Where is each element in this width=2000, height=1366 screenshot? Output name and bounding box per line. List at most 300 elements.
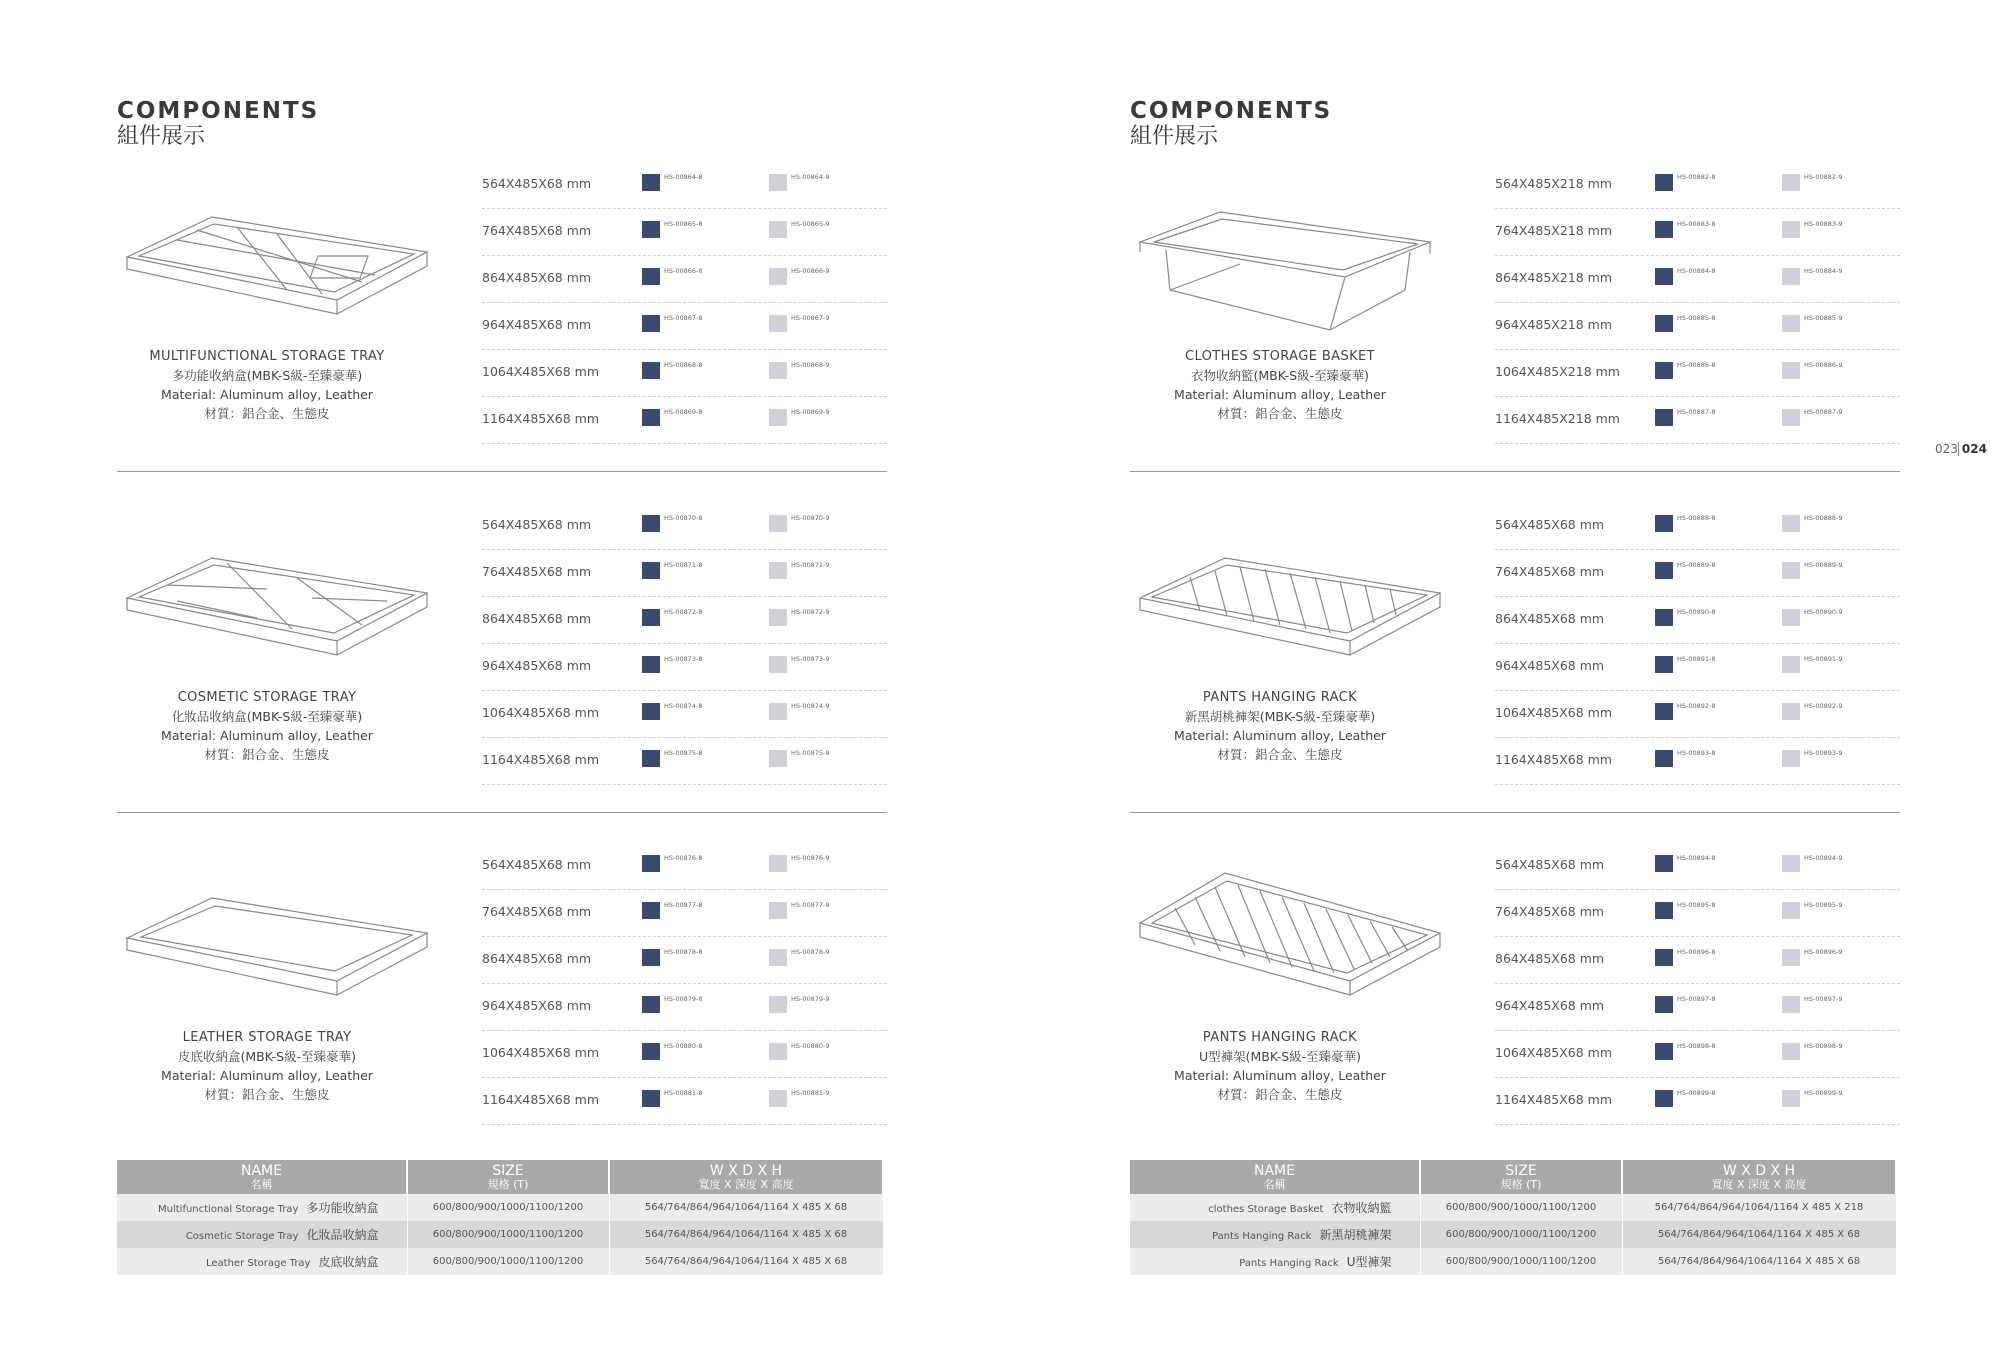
size-list	[1495, 843, 1900, 1125]
product-name-en: PANTS HANGING RACK	[1202, 690, 1358, 705]
size-row	[1495, 256, 1900, 303]
header-en: NAME	[1254, 1163, 1295, 1179]
size-text: 964X485X68 mm	[482, 658, 592, 673]
row-name-en: Multifunctional Storage Tray	[158, 1204, 299, 1215]
clothes-basket-illustration	[1130, 182, 1450, 332]
product-caption	[1130, 347, 1430, 423]
light-swatch	[769, 656, 787, 673]
size-row	[482, 1031, 887, 1078]
light-swatch	[769, 268, 787, 285]
dark-swatch	[1655, 609, 1673, 626]
light-swatch	[1782, 750, 1800, 767]
code-dark: HS-00881-8	[664, 1089, 703, 1097]
code-light: HS-00881-9	[791, 1089, 830, 1097]
light-swatch	[1782, 221, 1800, 238]
dark-swatch	[642, 949, 660, 966]
table-row	[1130, 1194, 1896, 1221]
product-block	[1130, 843, 1900, 1153]
light-swatch	[1782, 656, 1800, 673]
product-block	[117, 843, 887, 1153]
dark-swatch	[1655, 515, 1673, 532]
code-dark: HS-00873-8	[664, 655, 703, 663]
size-row	[482, 350, 887, 397]
size-row	[482, 256, 887, 303]
size-text: 964X485X68 mm	[482, 317, 592, 332]
size-text: 1164X485X68 mm	[1495, 752, 1613, 767]
code-dark: HS-00880-8	[664, 1042, 703, 1050]
product-name-zh: U型褲架(MBK-S級-至臻豪華)	[1198, 1049, 1362, 1064]
size-row	[1495, 209, 1900, 256]
size-row	[1495, 550, 1900, 597]
dark-swatch	[642, 174, 660, 191]
table-cell-name	[117, 1194, 407, 1221]
left-page	[117, 0, 1057, 1366]
dark-swatch	[642, 609, 660, 626]
code-dark: HS-00869-8	[664, 408, 703, 416]
table-header-name	[1130, 1160, 1420, 1194]
comparison-table	[117, 1160, 884, 1275]
code-light: HS-00875-9	[791, 749, 830, 757]
size-row	[1495, 303, 1900, 350]
size-text: 1164X485X68 mm	[482, 411, 600, 426]
code-dark: HS-00885-8	[1677, 314, 1716, 322]
light-swatch	[769, 750, 787, 767]
code-light: HS-00885-9	[1804, 314, 1843, 322]
size-text: 1064X485X68 mm	[482, 705, 600, 720]
size-row	[482, 597, 887, 644]
size-text: 964X485X68 mm	[482, 998, 592, 1013]
code-dark: HS-00864-8	[664, 173, 703, 181]
size-text: 864X485X68 mm	[482, 951, 592, 966]
page-number-right: 024	[1958, 442, 1987, 456]
light-swatch	[1782, 562, 1800, 579]
light-swatch	[1782, 268, 1800, 285]
size-text: 564X485X68 mm	[482, 857, 592, 872]
code-light: HS-00890-9	[1804, 608, 1843, 616]
code-dark: HS-00878-8	[664, 948, 703, 956]
dark-swatch	[1655, 315, 1673, 332]
product-name-zh: 衣物收納籃(MBK-S級-至臻豪華)	[1191, 368, 1369, 383]
light-swatch	[1782, 609, 1800, 626]
code-dark: HS-00872-8	[664, 608, 703, 616]
size-text: 864X485X68 mm	[482, 270, 592, 285]
code-light: HS-00884-9	[1804, 267, 1843, 275]
product-caption	[1130, 688, 1430, 764]
page-heading	[1130, 98, 1332, 150]
code-light: HS-00886-9	[1804, 361, 1843, 369]
dark-swatch	[1655, 221, 1673, 238]
table-cell-dims: 564/764/864/964/1064/1164 X 485 X 68	[1622, 1248, 1896, 1275]
size-row	[1495, 843, 1900, 890]
walnut-pants-rack-illustration	[1130, 523, 1450, 673]
light-swatch	[1782, 1043, 1800, 1060]
header-zh: 規格 (T)	[487, 1178, 529, 1191]
code-dark: HS-00875-8	[664, 749, 703, 757]
size-text: 764X485X68 mm	[482, 223, 592, 238]
size-row	[1495, 350, 1900, 397]
dark-swatch	[1655, 656, 1673, 673]
table-cell-size: 600/800/900/1000/1100/1200	[1420, 1221, 1622, 1248]
dark-swatch	[1655, 902, 1673, 919]
light-swatch	[769, 1090, 787, 1107]
dark-swatch	[1655, 1090, 1673, 1107]
product-name-zh: 化妝品收納盒(MBK-S級-至臻豪華)	[171, 709, 363, 724]
table-cell-size: 600/800/900/1000/1100/1200	[407, 1221, 609, 1248]
table-header-name	[117, 1160, 407, 1194]
dark-swatch	[1655, 562, 1673, 579]
heading-zh: 組件展示	[117, 124, 206, 149]
table-header-size	[407, 1160, 609, 1194]
product-material-zh: 材質：鋁合金、生態皮	[204, 1087, 330, 1102]
product-block	[117, 503, 887, 813]
light-swatch	[769, 703, 787, 720]
code-light: HS-00868-9	[791, 361, 830, 369]
size-row	[482, 550, 887, 597]
size-text: 764X485X68 mm	[482, 564, 592, 579]
light-swatch	[769, 562, 787, 579]
product-name-zh: 多功能收納盒(MBK-S級-至臻豪華)	[171, 368, 363, 383]
table-cell-name	[117, 1221, 407, 1248]
light-swatch	[769, 315, 787, 332]
comparison-table	[1130, 1160, 1897, 1275]
code-light: HS-00889-9	[1804, 561, 1843, 569]
code-dark: HS-00876-8	[664, 854, 703, 862]
code-light: HS-00879-9	[791, 995, 830, 1003]
dark-swatch	[642, 902, 660, 919]
header-en: NAME	[241, 1163, 282, 1179]
code-light: HS-00883-9	[1804, 220, 1843, 228]
multifunctional-tray-illustration	[117, 182, 437, 332]
heading-zh: 組件展示	[1130, 124, 1219, 149]
code-light: HS-00877-9	[791, 901, 830, 909]
product-material-en: Material: Aluminum alloy, Leather	[1174, 1068, 1386, 1083]
dark-swatch	[642, 515, 660, 532]
size-text: 564X485X68 mm	[1495, 517, 1605, 532]
code-light: HS-00870-9	[791, 514, 830, 522]
dark-swatch	[642, 656, 660, 673]
dark-swatch	[1655, 174, 1673, 191]
dark-swatch	[642, 268, 660, 285]
code-dark: HS-00866-8	[664, 267, 703, 275]
light-swatch	[769, 409, 787, 426]
size-text: 764X485X68 mm	[482, 904, 592, 919]
light-swatch	[769, 855, 787, 872]
code-dark: HS-00888-8	[1677, 514, 1716, 522]
row-name-en: Pants Hanging Rack	[1212, 1231, 1312, 1242]
code-light: HS-00882-9	[1804, 173, 1843, 181]
size-row	[1495, 937, 1900, 984]
code-light: HS-00891-9	[1804, 655, 1843, 663]
code-dark: HS-00895-8	[1677, 901, 1716, 909]
size-text: 564X485X68 mm	[482, 176, 592, 191]
table-cell-name	[1130, 1194, 1420, 1221]
size-row	[482, 937, 887, 984]
light-swatch	[1782, 1090, 1800, 1107]
product-material-en: Material: Aluminum alloy, Leather	[1174, 387, 1386, 402]
table-row	[117, 1248, 883, 1275]
header-zh: 寬度 X 深度 X 高度	[698, 1178, 794, 1191]
light-swatch	[1782, 515, 1800, 532]
size-row	[482, 162, 887, 209]
dark-swatch	[642, 362, 660, 379]
table-row	[1130, 1248, 1896, 1275]
size-text: 1064X485X68 mm	[482, 1045, 600, 1060]
size-text: 564X485X218 mm	[1495, 176, 1613, 191]
product-material-en: Material: Aluminum alloy, Leather	[161, 728, 373, 743]
code-light: HS-00897-9	[1804, 995, 1843, 1003]
code-light: HS-00892-9	[1804, 702, 1843, 710]
size-row	[1495, 503, 1900, 550]
code-light: HS-00864-9	[791, 173, 830, 181]
header-en: SIZE	[1505, 1163, 1537, 1179]
size-row	[482, 503, 887, 550]
code-light: HS-00893-9	[1804, 749, 1843, 757]
light-swatch	[1782, 174, 1800, 191]
size-text: 1164X485X68 mm	[482, 752, 600, 767]
header-en: W X D X H	[1722, 1163, 1796, 1179]
light-swatch	[769, 221, 787, 238]
light-swatch	[769, 174, 787, 191]
table-cell-name	[1130, 1221, 1420, 1248]
table-header-size	[1420, 1160, 1622, 1194]
product-name-en: CLOTHES STORAGE BASKET	[1185, 349, 1375, 364]
code-dark: HS-00871-8	[664, 561, 703, 569]
light-swatch	[769, 902, 787, 919]
dark-swatch	[642, 221, 660, 238]
table-cell-size: 600/800/900/1000/1100/1200	[1420, 1194, 1622, 1221]
size-text: 1164X485X68 mm	[482, 1092, 600, 1107]
code-dark: HS-00865-8	[664, 220, 703, 228]
divider	[117, 471, 887, 472]
code-light: HS-00887-9	[1804, 408, 1843, 416]
product-name-zh: 皮底收納盒(MBK-S級-至臻豪華)	[178, 1049, 356, 1064]
dark-swatch	[1655, 268, 1673, 285]
code-dark: HS-00879-8	[664, 995, 703, 1003]
code-light: HS-00888-9	[1804, 514, 1843, 522]
code-dark: HS-00893-8	[1677, 749, 1716, 757]
size-text: 864X485X68 mm	[1495, 951, 1605, 966]
dark-swatch	[1655, 996, 1673, 1013]
size-row	[1495, 890, 1900, 937]
product-block	[1130, 503, 1900, 813]
code-dark: HS-00867-8	[664, 314, 703, 322]
table-header	[1130, 1160, 1896, 1194]
product-name-zh: 新黑胡桃褲架(MBK-S級-至臻豪華)	[1184, 709, 1376, 724]
code-dark: HS-00896-8	[1677, 948, 1716, 956]
row-name-zh: 多功能收納盒	[306, 1201, 379, 1215]
product-name-en: COSMETIC STORAGE TRAY	[177, 690, 357, 705]
code-light: HS-00874-9	[791, 702, 830, 710]
size-row	[1495, 691, 1900, 738]
code-dark: HS-00887-8	[1677, 408, 1716, 416]
size-row	[482, 209, 887, 256]
code-dark: HS-00882-8	[1677, 173, 1716, 181]
leather-tray-illustration	[117, 863, 437, 1013]
size-row	[482, 397, 887, 444]
code-dark: HS-00890-8	[1677, 608, 1716, 616]
table-cell-name	[1130, 1248, 1420, 1275]
light-swatch	[1782, 315, 1800, 332]
divider	[1130, 471, 1900, 472]
size-row	[1495, 162, 1900, 209]
light-swatch	[1782, 362, 1800, 379]
dark-swatch	[642, 855, 660, 872]
dark-swatch	[642, 315, 660, 332]
dark-swatch	[1655, 703, 1673, 720]
table-header-dims	[1622, 1160, 1896, 1194]
size-text: 864X485X218 mm	[1495, 270, 1613, 285]
size-row	[1495, 738, 1900, 785]
size-text: 864X485X68 mm	[1495, 611, 1605, 626]
row-name-en: clothes Storage Basket	[1208, 1204, 1324, 1215]
product-caption	[117, 347, 417, 423]
dark-swatch	[1655, 750, 1673, 767]
size-row	[1495, 984, 1900, 1031]
header-zh: 規格 (T)	[1500, 1178, 1542, 1191]
light-swatch	[769, 1043, 787, 1060]
size-text: 564X485X68 mm	[1495, 857, 1605, 872]
size-row	[1495, 1031, 1900, 1078]
code-light: HS-00896-9	[1804, 948, 1843, 956]
row-name-en: Pants Hanging Rack	[1239, 1258, 1339, 1269]
product-material-zh: 材質：鋁合金、生態皮	[1217, 406, 1343, 421]
code-light: HS-00894-9	[1804, 854, 1843, 862]
row-name-en: Leather Storage Tray	[206, 1258, 311, 1269]
size-row	[482, 890, 887, 937]
light-swatch	[769, 949, 787, 966]
heading-en: COMPONENTS	[1130, 98, 1333, 124]
code-light: HS-00876-9	[791, 854, 830, 862]
heading-en: COMPONENTS	[117, 98, 320, 124]
code-dark: HS-00868-8	[664, 361, 703, 369]
table-header-dims	[609, 1160, 883, 1194]
code-dark: HS-00899-8	[1677, 1089, 1716, 1097]
light-swatch	[1782, 949, 1800, 966]
row-name-zh: U型褲架	[1346, 1255, 1392, 1269]
row-name-zh: 新黑胡桃褲架	[1319, 1228, 1392, 1242]
size-list	[482, 503, 887, 785]
code-dark: HS-00874-8	[664, 702, 703, 710]
page-number	[1935, 442, 1987, 456]
size-row	[482, 1078, 887, 1125]
dark-swatch	[1655, 362, 1673, 379]
table-cell-size: 600/800/900/1000/1100/1200	[407, 1248, 609, 1275]
dark-swatch	[1655, 1043, 1673, 1060]
dark-swatch	[642, 562, 660, 579]
code-dark: HS-00877-8	[664, 901, 703, 909]
row-name-zh: 化妝品收納盒	[306, 1228, 379, 1242]
size-text: 964X485X68 mm	[1495, 998, 1605, 1013]
page-heading	[117, 98, 319, 150]
table-header	[117, 1160, 883, 1194]
product-material-en: Material: Aluminum alloy, Leather	[1174, 728, 1386, 743]
size-row	[1495, 597, 1900, 644]
light-swatch	[769, 362, 787, 379]
product-caption	[1130, 1028, 1430, 1104]
code-light: HS-00873-9	[791, 655, 830, 663]
size-text: 764X485X218 mm	[1495, 223, 1613, 238]
light-swatch	[1782, 703, 1800, 720]
cosmetic-tray-illustration	[117, 523, 437, 673]
size-text: 1164X485X218 mm	[1495, 411, 1620, 426]
code-light: HS-00878-9	[791, 948, 830, 956]
code-light: HS-00867-9	[791, 314, 830, 322]
header-zh: 名稱	[1263, 1178, 1286, 1191]
table-cell-dims: 564/764/864/964/1064/1164 X 485 X 68	[1622, 1221, 1896, 1248]
code-dark: HS-00892-8	[1677, 702, 1716, 710]
size-row	[1495, 397, 1900, 444]
size-list	[482, 162, 887, 444]
light-swatch	[1782, 996, 1800, 1013]
product-material-en: Material: Aluminum alloy, Leather	[161, 387, 373, 402]
right-page	[1130, 0, 2000, 1366]
code-dark: HS-00889-8	[1677, 561, 1716, 569]
dark-swatch	[1655, 949, 1673, 966]
table-cell-dims: 564/764/864/964/1064/1164 X 485 X 68	[609, 1194, 883, 1221]
light-swatch	[1782, 902, 1800, 919]
dark-swatch	[642, 703, 660, 720]
size-text: 1064X485X68 mm	[482, 364, 600, 379]
size-row	[482, 843, 887, 890]
code-dark: HS-00884-8	[1677, 267, 1716, 275]
size-text: 764X485X68 mm	[1495, 904, 1605, 919]
code-light: HS-00898-9	[1804, 1042, 1843, 1050]
product-block	[117, 162, 887, 472]
code-dark: HS-00870-8	[664, 514, 703, 522]
product-material-en: Material: Aluminum alloy, Leather	[161, 1068, 373, 1083]
code-dark: HS-00894-8	[1677, 854, 1716, 862]
product-material-zh: 材質：鋁合金、生態皮	[1217, 1087, 1343, 1102]
size-row	[1495, 1078, 1900, 1125]
table-cell-dims: 564/764/864/964/1064/1164 X 485 X 68	[609, 1248, 883, 1275]
size-text: 1064X485X68 mm	[1495, 705, 1613, 720]
size-row	[482, 738, 887, 785]
header-en: W X D X H	[709, 1163, 783, 1179]
dark-swatch	[642, 1043, 660, 1060]
size-row	[1495, 644, 1900, 691]
size-row	[482, 691, 887, 738]
code-light: HS-00871-9	[791, 561, 830, 569]
page-number-left: 023	[1935, 442, 1958, 456]
row-name-en: Cosmetic Storage Tray	[185, 1231, 299, 1242]
size-text: 964X485X68 mm	[1495, 658, 1605, 673]
table-row	[117, 1221, 883, 1248]
product-caption	[117, 688, 417, 764]
product-name-en: PANTS HANGING RACK	[1202, 1030, 1358, 1045]
product-name-en: MULTIFUNCTIONAL STORAGE TRAY	[149, 349, 385, 364]
light-swatch	[769, 515, 787, 532]
code-dark: HS-00897-8	[1677, 995, 1716, 1003]
header-en: SIZE	[492, 1163, 524, 1179]
product-name-en: LEATHER STORAGE TRAY	[182, 1030, 352, 1045]
product-material-zh: 材質：鋁合金、生態皮	[204, 406, 330, 421]
code-dark: HS-00886-8	[1677, 361, 1716, 369]
dark-swatch	[642, 750, 660, 767]
table-cell-name	[117, 1248, 407, 1275]
size-text: 1164X485X68 mm	[1495, 1092, 1613, 1107]
light-swatch	[1782, 855, 1800, 872]
size-text: 1064X485X218 mm	[1495, 364, 1620, 379]
dark-swatch	[642, 409, 660, 426]
code-dark: HS-00891-8	[1677, 655, 1716, 663]
dark-swatch	[1655, 855, 1673, 872]
light-swatch	[1782, 409, 1800, 426]
light-swatch	[769, 609, 787, 626]
size-list	[482, 843, 887, 1125]
code-light: HS-00872-9	[791, 608, 830, 616]
u-pants-rack-illustration	[1130, 863, 1450, 1013]
size-row	[482, 644, 887, 691]
